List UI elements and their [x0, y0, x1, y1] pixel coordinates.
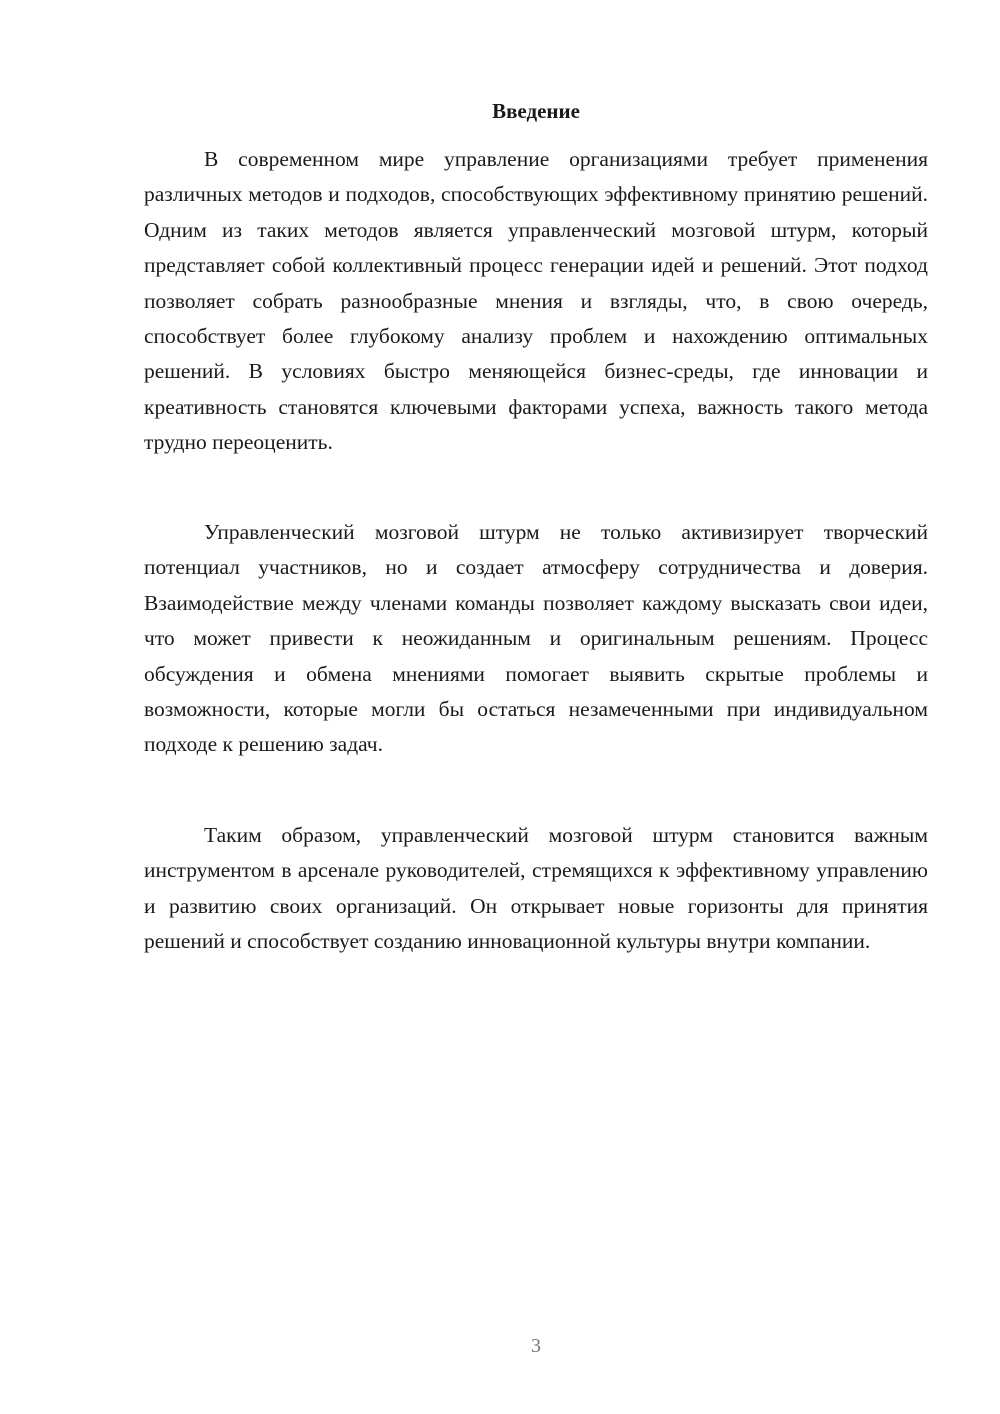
page-number: 3 [531, 1335, 541, 1357]
paragraph-2: Управленческий мозговой штурм не только активизирует творческий потенциал участников, но и создает атмосферу сотрудничества и доверия. Взаимодействие между членами команды позволяет каждому высказать свои идеи, что может привести к неожиданным и оригинальным решениям. Процесс обсуждения и обмена мнениями помогает выявить скрытые проблемы и возможности, которые могли бы остаться незамеченными при индивидуальном подходе к решению задач. [144, 520, 928, 757]
section-heading: Введение [492, 99, 580, 123]
paragraph-1: В современном мире управление организациями требует применения различных методов и подходов, способствующих эффективному принятию решений. Одним из таких методов является управленческий мозговой штурм, который представляет собой коллективный процесс генерации идей и решений. Этот подход позволяет собрать разнообразные мнения и взгляды, что, в свою очередь, способствует более глубокому анализу проблем и нахождению оптимальных решений. В условиях быстро меняющейся бизнес-среды, где инновации и креативность становятся ключевыми факторами успеха, важность такого метода трудно переоценить. [144, 147, 928, 455]
paragraph-3: Таким образом, управленческий мозговой штурм становится важным инструментом в арсенале руководителей, стремящихся к эффективному управлению и развитию своих организаций. Он открывает новые горизонты для принятия решений и способствует созданию инновационной культуры внутри компании. [144, 823, 928, 954]
